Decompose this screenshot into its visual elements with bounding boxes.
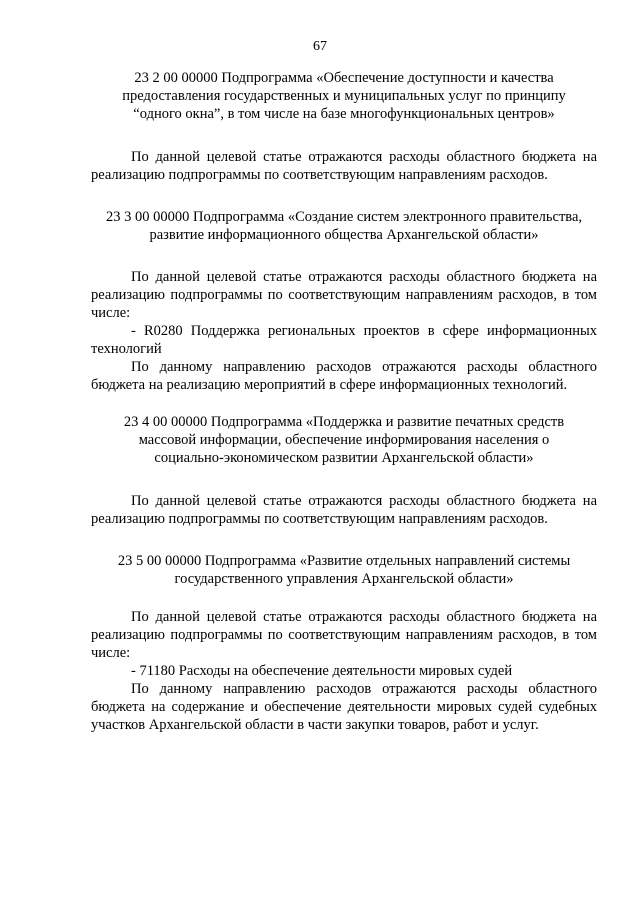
heading-line: 23 4 00 00000 Подпрограмма «Поддержка и развитие печатных средств: [123, 414, 565, 430]
section-heading-23-5: [88, 552, 600, 588]
heading-line: предоставления государственных и муниципальных услуг по принципу: [122, 88, 566, 104]
section-paragraph-23-5: [91, 608, 597, 662]
heading-line: 23 5 00 00000 Подпрограмма «Развитие отдельных направлений системы: [117, 553, 571, 569]
heading-line: социально-экономическом развитии Архангельской области»: [154, 450, 534, 466]
heading-line: “одного окна”, в том числе на базе многофункциональных центров»: [133, 106, 555, 122]
section-heading-23-4: [88, 413, 600, 467]
paragraph-text: По данной целевой статье отражаются расходы областного бюджета на реализацию подпрограммы по соответствующим направлениям расходов.: [91, 493, 597, 527]
heading-line: развитие информационного общества Архангельской области»: [149, 227, 539, 243]
paragraph-text: По данной целевой статье отражаются расходы областного бюджета на реализацию подпрограммы по соответствующим направлениям расходов.: [91, 149, 597, 183]
paragraph-text: По данной целевой статье отражаются расходы областного бюджета на реализацию подпрограммы по соответствующим направлениям расходов, в том числе:: [91, 269, 597, 321]
direction-note-text: По данному направлению расходов отражаются расходы областного бюджета на реализацию мероприятий в сфере информационных технологий.: [91, 359, 597, 393]
direction-note-71180: [91, 680, 597, 734]
section-paragraph-23-2: [91, 148, 597, 184]
section-heading-23-3: [88, 208, 600, 244]
heading-line: государственного управления Архангельской области»: [174, 571, 514, 587]
heading-line: 23 2 00 00000 Подпрограмма «Обеспечение доступности и качества: [134, 70, 554, 86]
direction-71180: [91, 662, 597, 680]
direction-note-text: По данному направлению расходов отражаются расходы областного бюджета на содержание и обеспечение деятельности мировых судей судебных участков Архангельской области в части закупки товаров, работ и услуг.: [91, 681, 597, 733]
section-paragraph-23-4: [91, 492, 597, 528]
section-heading-23-2: [88, 69, 600, 123]
direction-text: - 71180 Расходы на обеспечение деятельности мировых судей: [131, 663, 513, 679]
section-paragraph-23-3: [91, 268, 597, 322]
direction-note-r0280: [91, 358, 597, 394]
heading-line: массовой информации, обеспечение информирования населения о: [138, 432, 550, 448]
heading-line: 23 3 00 00000 Подпрограмма «Создание систем электронного правительства,: [105, 209, 582, 225]
direction-r0280: [91, 322, 597, 358]
page-number: 67: [313, 39, 327, 54]
direction-text: - R0280 Поддержка региональных проектов в сфере информационных технологий: [91, 323, 597, 357]
paragraph-text: По данной целевой статье отражаются расходы областного бюджета на реализацию подпрограммы по соответствующим направлениям расходов, в том числе:: [91, 609, 597, 661]
